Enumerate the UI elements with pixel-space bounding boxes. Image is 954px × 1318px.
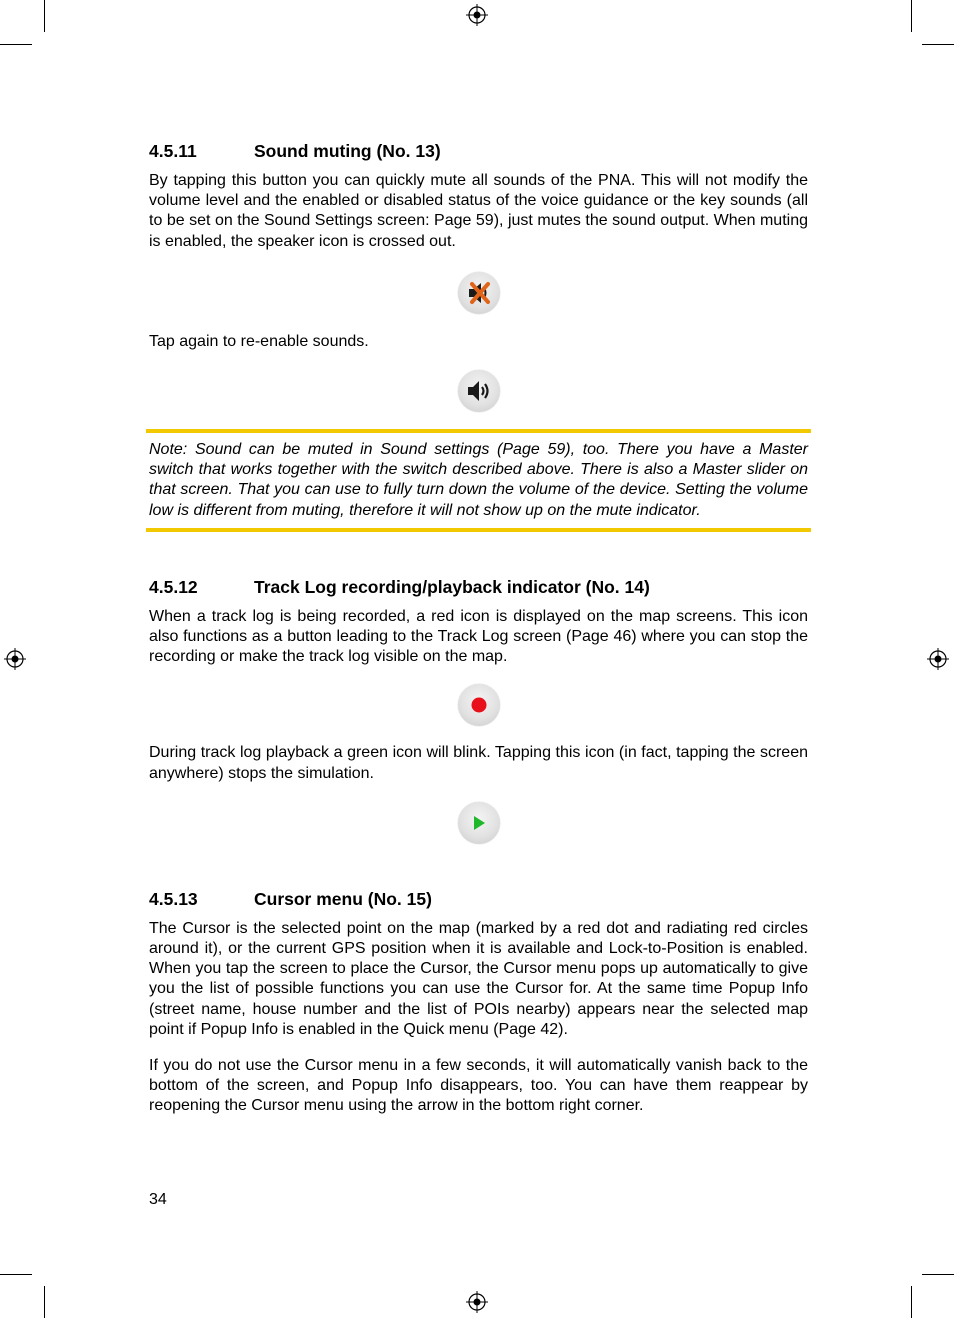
paragraph: When a track log is being recorded, a red icon is displayed on the map screens. This icon also functions as a button leading to the Track Log screen (Page 46) where you can stop the recording or make the track log visible on the map. xyxy=(149,607,808,666)
crop-mark xyxy=(44,0,45,32)
icon-row xyxy=(149,802,808,844)
crop-mark xyxy=(922,44,954,45)
crop-mark xyxy=(911,0,912,32)
page-content xyxy=(149,139,808,1117)
crop-mark xyxy=(44,1286,45,1318)
paragraph: By tapping this button you can quickly mute all sounds of the PNA. This will not modify the volume level and the enabled or disabled status of the voice guidance or the key sounds (all to be set on the Sound Settings screen: Page 59), just mutes the sound output. When muting is enabled, the speaker icon is crossed out. xyxy=(149,172,808,250)
section-number: 4.5.12 xyxy=(149,576,198,597)
icon-row xyxy=(149,272,808,314)
icon-row xyxy=(149,684,808,726)
note-text: Note: Sound can be muted in Sound settings (Page 59), too. There you have a Master switch that works together with the switch described above. There is also a Master slider on that screen. That you can use to fully turn down the volume of the device. Setting the volume low is different from muting, therefore it will not show up on the mute indicator. xyxy=(149,441,808,519)
sound-on-button xyxy=(458,370,500,412)
mute-button xyxy=(458,272,500,314)
crop-mark xyxy=(922,1274,954,1275)
track-log-record-button xyxy=(458,684,500,726)
section-number: 4.5.11 xyxy=(149,141,197,161)
section-number: 4.5.13 xyxy=(149,888,198,909)
section-title: Sound muting (No. 13) xyxy=(254,141,441,161)
paragraph: Tap again to re-enable sounds. xyxy=(149,332,369,350)
registration-mark-icon xyxy=(927,648,949,670)
track-log-play-button xyxy=(458,802,500,844)
registration-mark-icon xyxy=(466,4,488,26)
paragraph: During track log playback a green icon will blink. Tapping this icon (in fact, tapping the screen anywhere) stops the simulation. xyxy=(149,744,808,782)
paragraph: If you do not use the Cursor menu in a few seconds, it will automatically vanish back to the bottom of the screen, and Popup Info disappears, too. You can have them reappear by reopening the Cursor menu using the arrow in the bottom right corner. xyxy=(149,1057,808,1115)
section-title: Cursor menu (No. 15) xyxy=(254,888,432,909)
speaker-muted-icon xyxy=(464,278,494,308)
section-heading xyxy=(149,575,808,599)
section-heading xyxy=(149,887,808,911)
registration-mark-icon xyxy=(466,1291,488,1313)
icon-row xyxy=(149,370,808,412)
page-number: 34 xyxy=(149,1191,167,1208)
note-box xyxy=(146,429,811,532)
record-icon xyxy=(469,695,489,715)
crop-mark xyxy=(911,1286,912,1318)
speaker-on-icon xyxy=(464,376,494,406)
crop-mark xyxy=(0,1274,32,1275)
registration-mark-icon xyxy=(4,648,26,670)
play-icon xyxy=(469,813,489,833)
crop-mark xyxy=(0,44,32,45)
paragraph: The Cursor is the selected point on the map (marked by a red dot and radiating red circles around it), or the current GPS position when it is available and Lock-to-Position is enabled. When you tap the screen to place the Cursor, the Cursor menu pops up automatically to give you the list of possible functions you can use the Cursor for. At the same time Popup Info (street name, house number and the list of POIs nearby) appears near the selected map point if Popup Info is enabled in the Quick menu (Page 42). xyxy=(149,919,808,1038)
section-heading xyxy=(149,139,808,163)
section-title: Track Log recording/playback indicator (No. 14) xyxy=(254,576,650,597)
